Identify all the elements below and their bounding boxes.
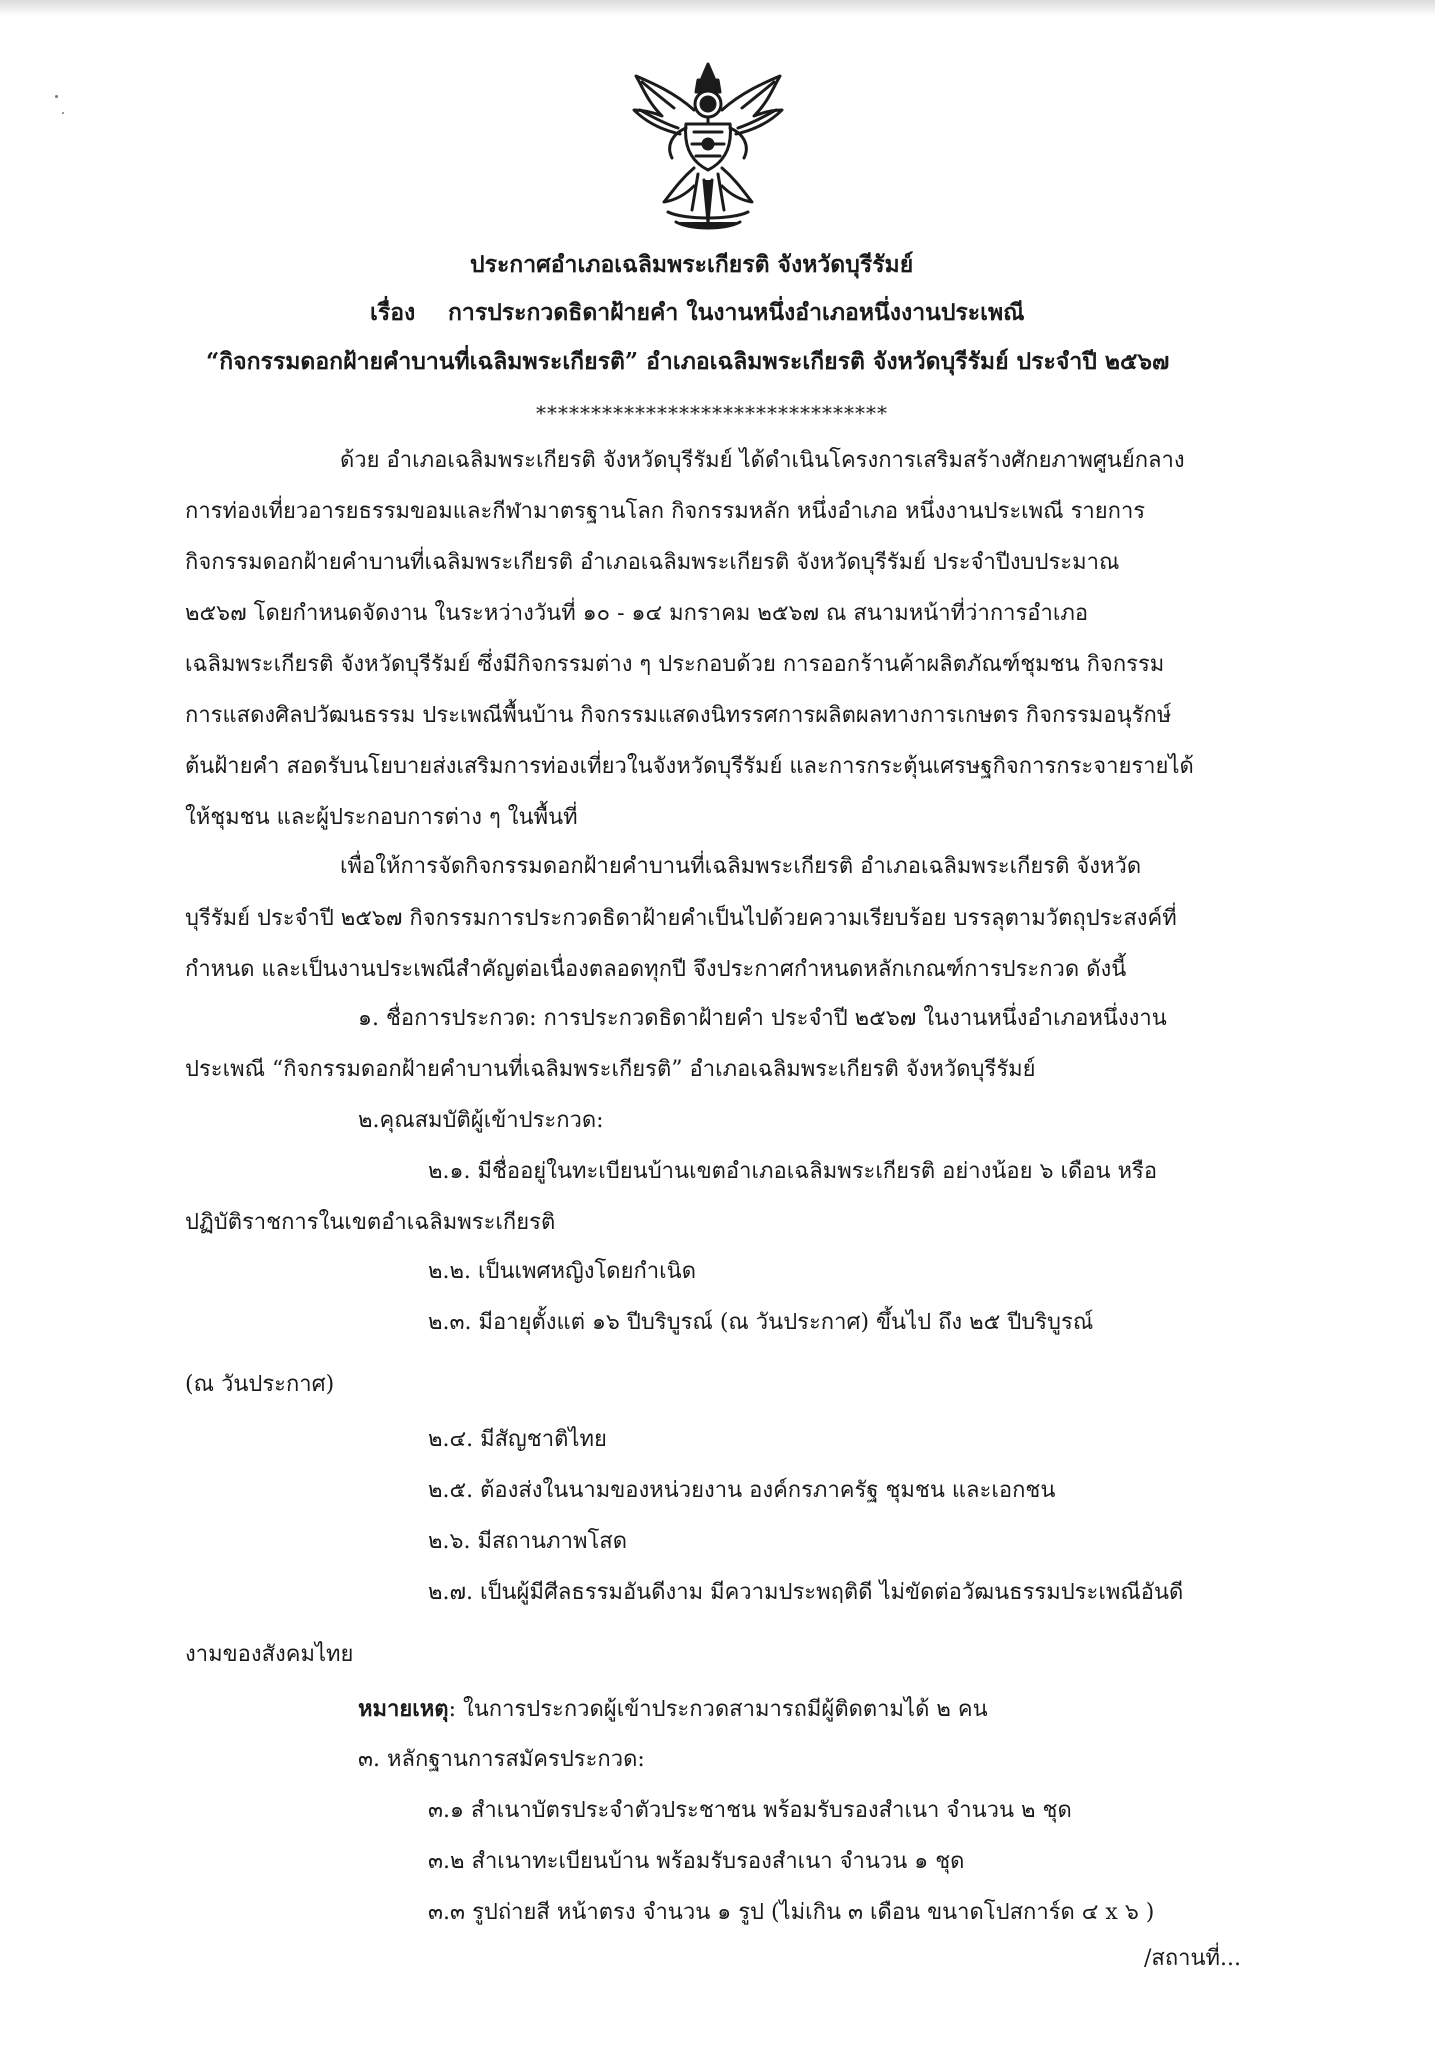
scan-speck xyxy=(55,95,58,98)
garuda-emblem-icon xyxy=(628,62,788,234)
subject-line-1: การประกวดธิดาฝ้ายคำ ในงานหนึ่งอำเภอหนึ่งงานประเพณี xyxy=(448,299,1025,326)
purpose-line: บุรีรัมย์ ประจำปี ๒๕๖๗ กิจกรรมการประกวดธิดาฝ้ายคำเป็นไปด้วยความเรียบร้อย บรรลุตามวัตถุประสงค์ที่ xyxy=(185,906,1177,931)
scan-top-edge xyxy=(0,0,1435,16)
item-3-2: ๓.๒ สำเนาทะเบียนบ้าน พร้อมรับรองสำเนา จำนวน ๑ ชุด xyxy=(428,1849,965,1874)
item-2-7-line: งามของสังคมไทย xyxy=(185,1642,354,1667)
item-2-title: ๒.คุณสมบัติผู้เข้าประกวด: xyxy=(358,1108,604,1133)
separator-stars: ******************************** xyxy=(536,401,888,425)
scan-speck xyxy=(62,112,64,114)
note xyxy=(358,1694,988,1725)
intro-line: กิจกรรมดอกฝ้ายคำบานที่เฉลิมพระเกียรติ อำเภอเฉลิมพระเกียรติ จังหวัดบุรีรัมย์ ประจำปีงบประมาณ xyxy=(185,550,1120,575)
purpose-line: เพื่อให้การจัดกิจกรรมดอกฝ้ายคำบานที่เฉลิมพระเกียรติ อำเภอเฉลิมพระเกียรติ จังหวัด xyxy=(340,854,1142,879)
item-2-7-line: ๒.๗. เป็นผู้มีศีลธรรมอันดีงาม มีความประพฤติดี ไม่ขัดต่อวัฒนธรรมประเพณีอันดี xyxy=(428,1580,1184,1605)
intro-line: การท่องเที่ยวอารยธรรมขอมและกีฬามาตรฐานโลก กิจกรรมหลัก หนึ่งอำเภอ หนึ่งงานประเพณี รายการ xyxy=(185,499,1146,524)
item-1-line: ประเพณี “กิจกรรมดอกฝ้ายคำบานที่เฉลิมพระเกียรติ” อำเภอเฉลิมพระเกียรติ จังหวัดบุรีรัมย์ xyxy=(185,1057,1036,1082)
intro-line: การแสดงศิลปวัฒนธรรม ประเพณีพื้นบ้าน กิจกรรมแสดงนิทรรศการผลิตผลทางการเกษตร กิจกรรมอนุรักษ์ xyxy=(185,703,1172,728)
item-2-4: ๒.๔. มีสัญชาติไทย xyxy=(428,1427,607,1452)
item-3-3: ๓.๓ รูปถ่ายสี หน้าตรง จำนวน ๑ รูป (ไม่เกิน ๓ เดือน ขนาดโปสการ์ด ๔ x ๖ ) xyxy=(428,1900,1155,1925)
item-2-3-line: (ณ วันประกาศ) xyxy=(185,1372,335,1397)
item-3-title: ๓. หลักฐานการสมัครประกวด: xyxy=(358,1747,645,1772)
document-title: ประกาศอำเภอเฉลิมพระเกียรติ จังหวัดบุรีรัมย์ xyxy=(470,251,914,278)
note-label: หมายเหตุ xyxy=(358,1696,449,1722)
item-1-line: ๑. ชื่อการประกวด: การประกวดธิดาฝ้ายคำ ประจำปี ๒๕๖๗ ในงานหนึ่งอำเภอหนึ่งงาน xyxy=(358,1006,1167,1031)
intro-line: เฉลิมพระเกียรติ จังหวัดบุรีรัมย์ ซึ่งมีกิจกรรมต่าง ๆ ประกอบด้วย การออกร้านค้าผลิตภัณฑ์ชุมชน กิจกรรม xyxy=(185,652,1165,677)
continuation-note: /สถานที่... xyxy=(1144,1946,1242,1971)
note-text: : ในการประกวดผู้เข้าประกวดสามารถมีผู้ติดตามได้ ๒ คน xyxy=(448,1697,988,1722)
subject-label: เรื่อง xyxy=(370,299,416,326)
purpose-line: กำหนด และเป็นงานประเพณีสำคัญต่อเนื่องตลอดทุกปี จึงประกาศกำหนดหลักเกณฑ์การประกวด ดังนี้ xyxy=(185,957,1127,982)
item-2-1-line: ๒.๑. มีชื่ออยู่ในทะเบียนบ้านเขตอำเภอเฉลิมพระเกียรติ อย่างน้อย ๖ เดือน หรือ xyxy=(428,1159,1158,1184)
item-3-1: ๓.๑ สำเนาบัตรประจำตัวประชาชน พร้อมรับรองสำเนา จำนวน ๒ ชุด xyxy=(428,1798,1072,1823)
item-2-6: ๒.๖. มีสถานภาพโสด xyxy=(428,1529,627,1554)
item-2-3-line: ๒.๓. มีอายุตั้งแต่ ๑๖ ปีบริบูรณ์ (ณ วันประกาศ) ขึ้นไป ถึง ๒๕ ปีบริบูรณ์ xyxy=(428,1310,1094,1335)
item-2-1-line: ปฏิบัติราชการในเขตอำเฉลิมพระเกียรติ xyxy=(185,1210,556,1235)
item-2-2: ๒.๒. เป็นเพศหญิงโดยกำเนิด xyxy=(428,1259,696,1284)
item-2-5: ๒.๕. ต้องส่งในนามของหน่วยงาน องค์กรภาครัฐ ชุมชน และเอกชน xyxy=(428,1478,1056,1503)
intro-line: ๒๕๖๗ โดยกำหนดจัดงาน ในระหว่างวันที่ ๑๐ - ๑๔ มกราคม ๒๕๖๗ ณ สนามหน้าที่ว่าการอำเภอ xyxy=(185,601,1089,626)
subject-line-2: “กิจกรรมดอกฝ้ายคำบานที่เฉลิมพระเกียรติ” อำเภอเฉลิมพระเกียรติ จังหวัดบุรีรัมย์ ประจำปี ๒๕๖๗ xyxy=(206,348,1170,375)
intro-line: ด้วย อำเภอเฉลิมพระเกียรติ จังหวัดบุรีรัมย์ ได้ดำเนินโครงการเสริมสร้างศักยภาพศูนย์กลาง xyxy=(340,448,1185,473)
intro-line: ให้ชุมชน และผู้ประกอบการต่าง ๆ ในพื้นที่ xyxy=(185,805,578,830)
intro-line: ต้นฝ้ายคำ สอดรับนโยบายส่งเสริมการท่องเที่ยวในจังหวัดบุรีรัมย์ และการกระตุ้นเศรษฐกิจการกระจายรายได้ xyxy=(185,754,1194,779)
